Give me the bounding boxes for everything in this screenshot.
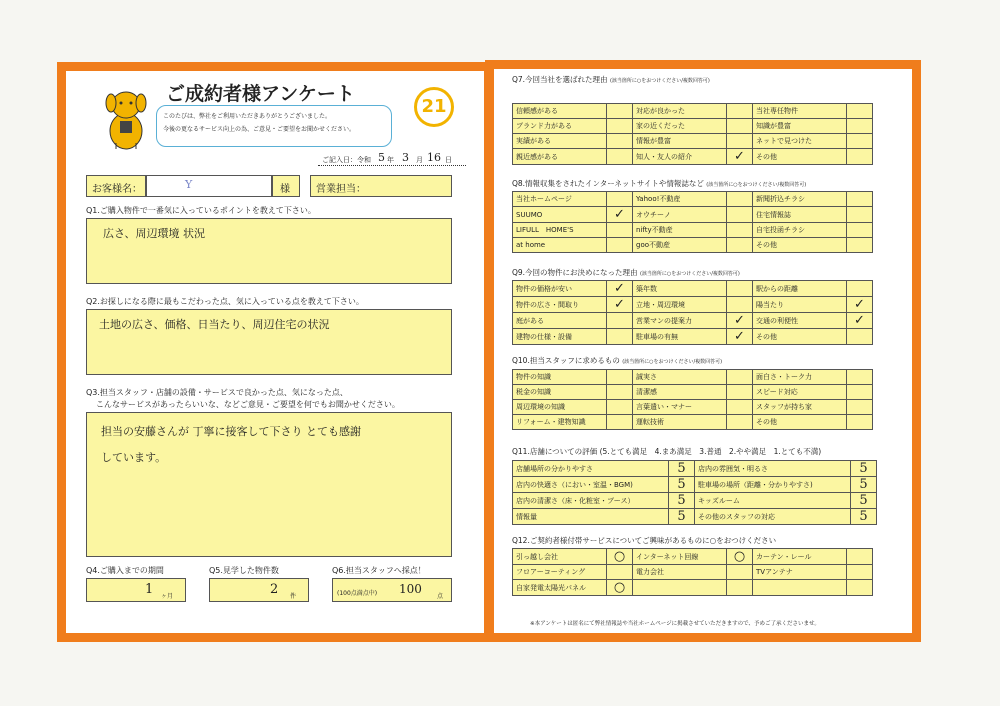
q10-table [512, 369, 873, 430]
q10-row [513, 415, 873, 430]
q9-row [513, 297, 873, 313]
q9-question: Q9.今回の物件にお決めになった理由 (該当箇所に○をおつけください/複数回答可) [512, 268, 740, 277]
intro-line-2: 今後の更なるサービス向上の為、ご意見・ご要望をお聞かせください。 [163, 126, 356, 133]
left-page-inner [66, 71, 484, 633]
q10-option-mark[interactable] [727, 400, 753, 415]
q4-value: 1 [145, 582, 154, 597]
q10-question: Q10.担当スタッフに求めるもの (該当箇所に○をおつけください/複数回答可) [512, 356, 723, 365]
q2-question: Q2.お探しになる際に最もこだわった点、気に入っている点を教えて下さい。 [86, 297, 364, 306]
q8-row [513, 238, 873, 253]
q11-option-mark[interactable]: 5 [669, 461, 695, 477]
q9-option-label: 駐車場の有無 [633, 329, 727, 345]
q7-row [513, 104, 873, 119]
q10-option-mark[interactable] [607, 415, 633, 430]
q7-option-label: 信頼感がある [513, 104, 607, 119]
q3-answer-box[interactable] [86, 412, 452, 557]
q8-option-label: SUUMO [513, 207, 607, 223]
q10-option-mark[interactable] [727, 385, 753, 400]
q9-option-mark[interactable]: ✓ [727, 329, 753, 345]
staff-field[interactable] [310, 175, 452, 197]
date-year: 5 [378, 151, 385, 164]
q8-option-label: オウチーノ [633, 207, 727, 223]
q12-table [512, 548, 873, 596]
q1-answer: 広さ、周辺環境 状況 [103, 227, 206, 240]
q1-question: Q1.ご購入物件で一番気に入っているポイントを教えて下さい。 [86, 206, 316, 215]
right-page-inner [494, 69, 912, 633]
q9-option-mark[interactable]: ✓ [847, 313, 873, 329]
q10-option-label: リフォーム・建物知識 [513, 415, 607, 430]
q10-option-mark[interactable] [727, 415, 753, 430]
q9-option-label: 建物の仕様・設備 [513, 329, 607, 345]
q7-option-label: 実績がある [513, 134, 607, 149]
q9-option-label: 交通の利便性 [753, 313, 847, 329]
q10-option-mark[interactable] [607, 400, 633, 415]
customer-name-field[interactable] [146, 175, 272, 197]
q11-table [512, 460, 877, 525]
q12-question: Q12.ご契約者様付帯サービスについてご興味があるものに○をおつけください [512, 536, 777, 545]
q6-question: Q6.担当スタッフへ採点！ [332, 566, 426, 575]
q12-option-mark[interactable] [607, 565, 633, 580]
honorific: 様 [280, 184, 290, 195]
q9-option-mark[interactable]: ✓ [847, 297, 873, 313]
q9-option-label: 駅からの距離 [753, 281, 847, 297]
q9-table [512, 280, 873, 345]
q10-option-mark[interactable] [727, 370, 753, 385]
q10-option-mark[interactable] [847, 400, 873, 415]
q9-option-mark[interactable]: ✓ [727, 313, 753, 329]
q8-row [513, 223, 873, 238]
date-day: 16 [427, 151, 441, 164]
q7-option-mark[interactable] [727, 119, 753, 134]
q11-option-label: 店舗場所の分かりやすさ [513, 461, 669, 477]
q8-question: Q8.情報収集をされたインターネットサイトや情報誌など (該当箇所に○をおつけください/複数回答可) [512, 179, 807, 188]
q12-option-label: カーテン・レール [753, 549, 847, 565]
q1-answer-box[interactable] [86, 218, 452, 284]
q7-option-mark[interactable] [607, 119, 633, 134]
q12-option-mark[interactable]: ○ [607, 580, 633, 596]
q10-option-label: 周辺環境の知識 [513, 400, 607, 415]
q7-option-label: 対応が良かった [633, 104, 727, 119]
q8-option-label: 当社ホームページ [513, 192, 607, 207]
q8-option-label: at home [513, 238, 607, 253]
q9-option-label: 立地・周辺環境 [633, 297, 727, 313]
q6-unit: 点 [437, 593, 444, 600]
q10-option-mark[interactable] [607, 385, 633, 400]
q11-row [513, 461, 877, 477]
q5-value: 2 [270, 582, 279, 597]
staff-label: 営業担当： [316, 184, 366, 195]
q5-unit: 件 [290, 593, 297, 600]
q8-option-mark[interactable] [727, 223, 753, 238]
q11-question: Q11.店舗についての評価 (5.とても満足 4.まあ満足 3.普通 2.やや満足 1.とても不満) [512, 447, 822, 456]
q7-option-label: 親近感がある [513, 149, 607, 165]
q5-answer-box[interactable] [209, 578, 309, 602]
q7-option-label: 当社専任物件 [753, 104, 847, 119]
q8-option-label: 自宅投函チラシ [753, 223, 847, 238]
right-page [485, 60, 921, 642]
q11-row [513, 509, 877, 525]
q8-option-label: その他 [753, 238, 847, 253]
q6-answer-box[interactable] [332, 578, 452, 602]
q12-option-label: フロアーコーティング [513, 565, 607, 580]
q11-option-mark[interactable]: 5 [851, 477, 877, 493]
q7-option-label: その他 [753, 149, 847, 165]
q12-option-mark[interactable] [727, 580, 753, 596]
q10-row [513, 370, 873, 385]
date-year-unit: 年 [387, 156, 394, 164]
q10-option-mark[interactable] [847, 385, 873, 400]
q11-option-label: 情報量 [513, 509, 669, 525]
q9-option-label: 物件の価格が安い [513, 281, 607, 297]
q7-option-label: 知人・友人の紹介 [633, 149, 727, 165]
q8-option-label: 新聞折込チラシ [753, 192, 847, 207]
q9-row [513, 313, 873, 329]
q7-option-mark[interactable] [607, 149, 633, 165]
date-month: 3 [402, 151, 409, 164]
survey-title: ご成約者様アンケート [166, 83, 355, 105]
q9-option-label: 陽当たり [753, 297, 847, 313]
q10-option-label: 清潔感 [633, 385, 727, 400]
q5-question: Q5.見学した物件数 [209, 566, 279, 575]
q9-option-mark[interactable]: ✓ [607, 297, 633, 313]
left-page [57, 62, 493, 642]
q9-option-mark[interactable] [727, 297, 753, 313]
q8-option-label: goo不動産 [633, 238, 727, 253]
q11-option-label: キッズルーム [695, 493, 851, 509]
q11-option-mark[interactable]: 5 [851, 493, 877, 509]
q9-option-mark[interactable] [847, 281, 873, 297]
q3-question-line-2: こんなサービスがあったらいいな、などご意見・ご要望を何でもお聞かせください。 [96, 400, 400, 409]
q9-option-label: 庭がある [513, 313, 607, 329]
q10-option-label: スピード対応 [753, 385, 847, 400]
q10-option-mark[interactable] [847, 370, 873, 385]
date-month-unit: 月 [416, 156, 423, 164]
customer-label-box [86, 175, 146, 197]
q7-option-label: ブランド力がある [513, 119, 607, 134]
q8-option-label: 住宅情報誌 [753, 207, 847, 223]
q7-option-label: 家の近くだった [633, 119, 727, 134]
q10-option-label: 運転技術 [633, 415, 727, 430]
q7-option-mark[interactable] [847, 119, 873, 134]
q8-option-mark[interactable]: ✓ [607, 207, 633, 223]
q7-option-label: 情報が豊富 [633, 134, 727, 149]
q12-option-label [633, 580, 727, 596]
q12-option-label: 電力会社 [633, 565, 727, 580]
q6-value: 100 [399, 582, 422, 596]
q8-option-mark[interactable] [847, 192, 873, 207]
q11-option-mark[interactable]: 5 [669, 509, 695, 525]
q7-option-mark[interactable] [847, 149, 873, 165]
q7-option-mark[interactable] [847, 134, 873, 149]
q12-option-mark[interactable]: ○ [727, 549, 753, 565]
q11-option-label: 店内の雰囲気・明るさ [695, 461, 851, 477]
q10-option-label: スタッフが持ち家 [753, 400, 847, 415]
q12-option-label [753, 580, 847, 596]
q8-option-mark[interactable] [727, 238, 753, 253]
q10-option-label: 面白さ・トーク力 [753, 370, 847, 385]
q6-note: (100点満点中) [337, 590, 378, 597]
q9-option-label: 営業マンの提案力 [633, 313, 727, 329]
c21-logo: 21 [414, 87, 454, 127]
q7-option-mark[interactable] [607, 134, 633, 149]
q8-option-mark[interactable] [607, 238, 633, 253]
q7-row [513, 119, 873, 134]
q9-row [513, 329, 873, 345]
q11-option-mark[interactable]: 5 [669, 477, 695, 493]
date-underline [318, 165, 466, 166]
q9-row [513, 281, 873, 297]
q12-option-mark[interactable] [727, 565, 753, 580]
q3-question-line-1: Q3.担当スタッフ・店舗の設備・サービスで良かった点、気になった点、 [86, 388, 348, 397]
q11-option-mark[interactable]: 5 [851, 509, 877, 525]
q9-option-mark[interactable]: ✓ [607, 281, 633, 297]
q9-option-mark[interactable] [847, 329, 873, 345]
customer-label: お客様名： [92, 184, 142, 195]
q11-option-label: 駐車場の場所（距離・分かりやすさ) [695, 477, 851, 493]
q11-row [513, 477, 877, 493]
footer-note: ※本アンケートは匿名にて弊社情報誌や当社ホームページに掲載させていただきますので、予めご了承くださいませ。 [530, 621, 820, 627]
q7-option-mark[interactable] [727, 104, 753, 119]
q11-option-mark[interactable]: 5 [851, 461, 877, 477]
q11-row [513, 493, 877, 509]
q8-option-mark[interactable] [607, 223, 633, 238]
q3-answer-line-1: 担当の安藤さんが 丁寧に接客して下さり とても感謝 [101, 425, 361, 438]
q12-option-mark[interactable] [847, 549, 873, 565]
q11-option-label: 店内の清潔さ（床・化粧室・ブース） [513, 493, 669, 509]
q8-option-mark[interactable] [847, 207, 873, 223]
q12-option-mark[interactable] [847, 565, 873, 580]
q12-option-label: TVアンテナ [753, 565, 847, 580]
q4-question: Q4.ご購入までの期間 [86, 566, 164, 575]
q12-row [513, 580, 873, 596]
q9-option-label: 物件の広さ・間取り [513, 297, 607, 313]
q12-option-label: 自家発電太陽光パネル [513, 580, 607, 596]
q12-option-mark[interactable]: ○ [607, 549, 633, 565]
q9-option-mark[interactable] [607, 313, 633, 329]
intro-speech-bubble [156, 105, 392, 147]
q7-row [513, 149, 873, 165]
q8-option-label: LIFULL HOME'S [513, 223, 607, 238]
q12-option-label: 引っ越し会社 [513, 549, 607, 565]
q10-option-label: 誠実さ [633, 370, 727, 385]
q8-option-mark[interactable] [607, 192, 633, 207]
q2-answer: 土地の広さ、価格、日当たり、周辺住宅の状況 [99, 318, 330, 331]
q7-table [512, 103, 873, 165]
customer-name: Y [185, 178, 193, 191]
q12-option-label: インターネット回線 [633, 549, 727, 565]
q4-answer-box[interactable] [86, 578, 186, 602]
q10-option-mark[interactable] [607, 370, 633, 385]
q12-option-mark[interactable] [847, 580, 873, 596]
q11-option-label: 店内の快適さ（におい・室温・BGM) [513, 477, 669, 493]
q10-option-label: その他 [753, 415, 847, 430]
date-day-unit: 日 [445, 156, 452, 164]
q3-answer-line-2: しています。 [101, 451, 167, 464]
q8-option-mark[interactable] [847, 223, 873, 238]
q10-row [513, 400, 873, 415]
q7-option-mark[interactable] [727, 134, 753, 149]
q10-option-label: 言葉遣い・マナー [633, 400, 727, 415]
date-label: ご記入日：令和 [322, 156, 371, 164]
q11-option-mark[interactable]: 5 [669, 493, 695, 509]
q10-option-mark[interactable] [847, 415, 873, 430]
q8-option-mark[interactable] [727, 192, 753, 207]
q8-row [513, 192, 873, 207]
q8-option-label: nifty不動産 [633, 223, 727, 238]
q7-option-mark[interactable] [607, 104, 633, 119]
q10-option-label: 税金の知識 [513, 385, 607, 400]
dog-mascot-icon [96, 81, 156, 153]
q12-row [513, 565, 873, 580]
q7-option-mark[interactable]: ✓ [727, 149, 753, 165]
q10-row [513, 385, 873, 400]
q8-option-mark[interactable] [727, 207, 753, 223]
q8-table [512, 191, 873, 253]
q11-option-label: その他のスタッフの対応 [695, 509, 851, 525]
q2-answer-box[interactable] [86, 309, 452, 375]
q4-unit: ヶ月 [161, 593, 174, 600]
q12-row [513, 549, 873, 565]
q9-option-mark[interactable] [727, 281, 753, 297]
q9-option-label: 築年数 [633, 281, 727, 297]
q8-option-mark[interactable] [847, 238, 873, 253]
q7-row [513, 134, 873, 149]
q10-option-label: 物件の知識 [513, 370, 607, 385]
q7-option-mark[interactable] [847, 104, 873, 119]
q8-row [513, 207, 873, 223]
intro-line-1: このたびは、弊社をご利用いただきありがとうございました。 [163, 113, 332, 120]
honorific-box [272, 175, 300, 197]
q9-option-label: その他 [753, 329, 847, 345]
q8-option-label: Yahoo!不動産 [633, 192, 727, 207]
q7-option-label: 知識が豊富 [753, 119, 847, 134]
q7-question: Q7.今回当社を選ばれた理由 (該当箇所に○をおつけください/複数回答可) [512, 75, 710, 84]
q9-option-mark[interactable] [607, 329, 633, 345]
q7-option-label: ネットで見つけた [753, 134, 847, 149]
